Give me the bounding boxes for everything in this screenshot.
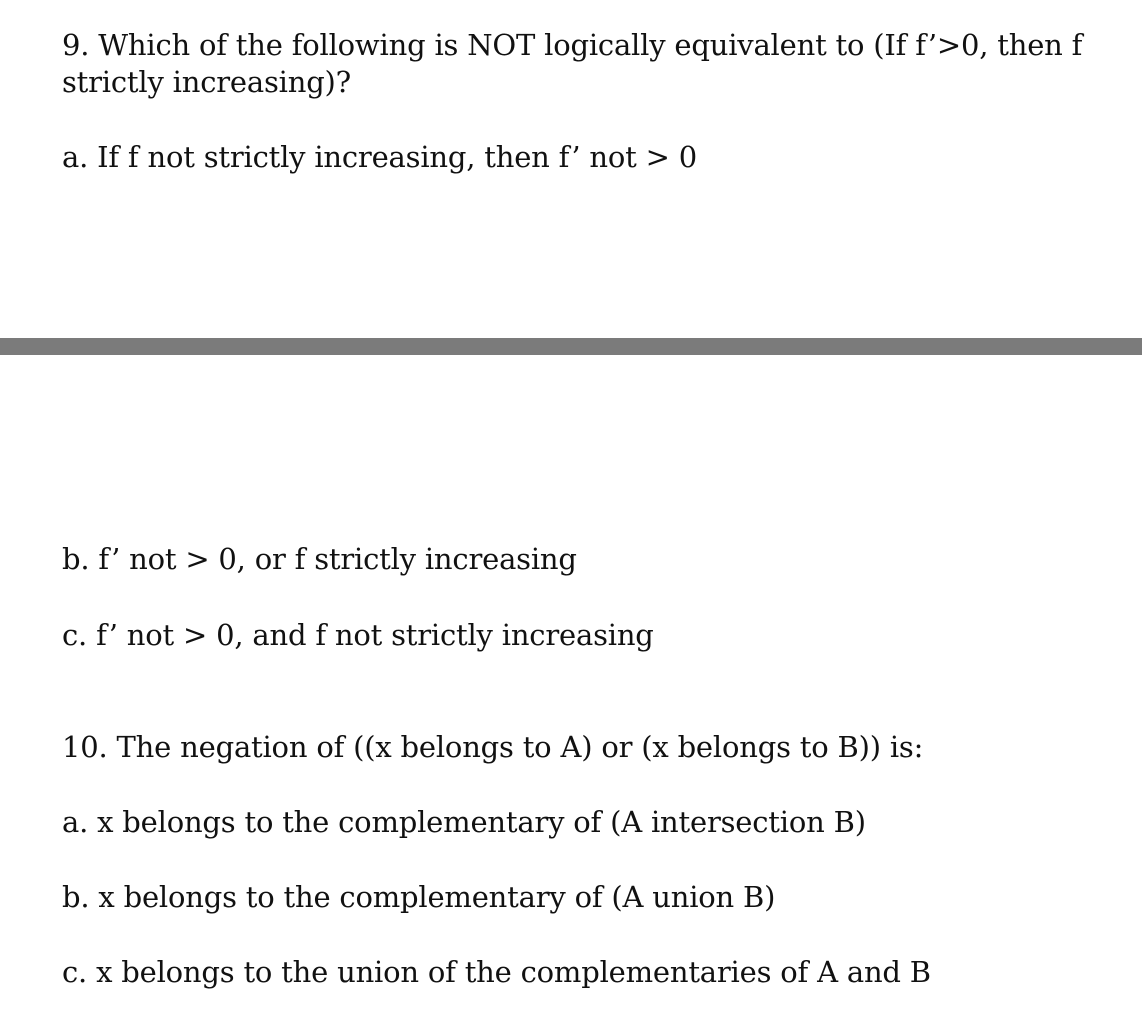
question-9-text-line-1: 9. Which of the following is NOT logically equivalent to (If f’>0, then f (62, 28, 1083, 62)
question-9-option-c: c. f’ not > 0, and f not strictly increasing (62, 618, 654, 652)
question-9-option-b: b. f’ not > 0, or f strictly increasing (62, 542, 577, 576)
question-10-prompt: 10. The negation of ((x belongs to A) or (x belongs to B)) is: (62, 730, 924, 764)
question-10-option-b: b. x belongs to the complementary of (A union B) (62, 880, 776, 914)
question-10-option-a: a. x belongs to the complementary of (A intersection B) (62, 805, 866, 839)
question-9-option-a: a. If f not strictly increasing, then f’ not > 0 (62, 140, 697, 174)
page-break-divider (0, 338, 1142, 355)
question-9-text-line-2: strictly increasing)? (62, 65, 352, 99)
question-10-option-c: c. x belongs to the union of the complementaries of A and B (62, 955, 931, 989)
